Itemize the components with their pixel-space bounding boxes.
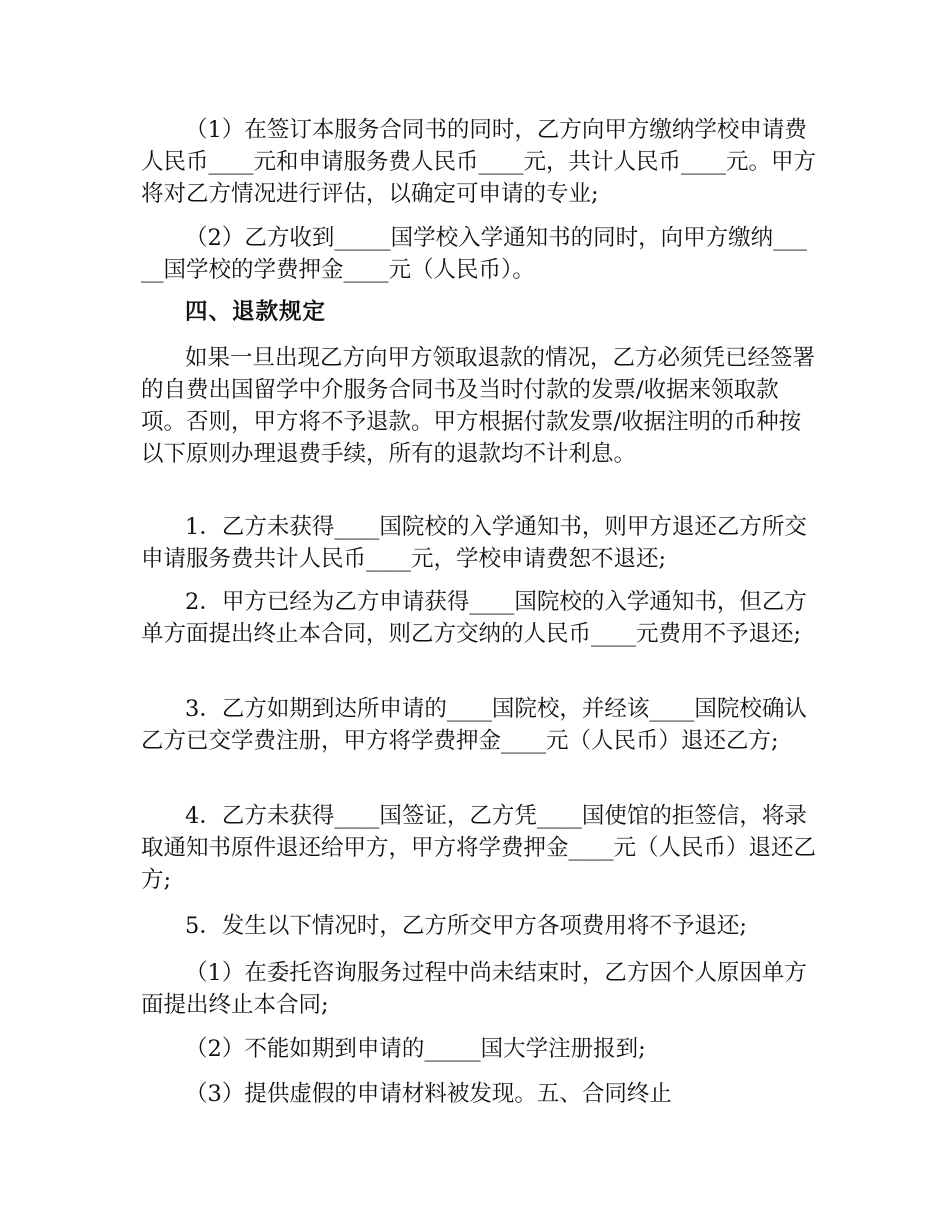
paragraph-1: （1）在签订本服务合同书的同时，乙方向甲方缴纳学校申请费人民币____元和申请服务费人民币____元，共计人民币____元。甲方将对乙方情况进行评估，以确定可申请的专业;: [141, 117, 817, 207]
refund-item-5: 5．发生以下情况时，乙方所交甲方各项费用将不予退还;: [185, 913, 747, 939]
paragraph-2: （2）乙方收到_____国学校入学通知书的同时，向甲方缴纳_____国学校的学费押金____元（人民币）。: [141, 225, 807, 283]
refund-item-2: 2．甲方已经为乙方申请获得____国院校的入学通知书，但乙方单方面提出终止本合同，则乙方交纳的人民币____元费用不予退还;: [141, 589, 807, 647]
section-heading-refund: 四、退款规定: [185, 299, 327, 325]
refund-item-3: 3．乙方如期到达所申请的____国院校，并经该____国院校确认乙方已交学费注册，甲方将学费押金____元（人民币）退还乙方;: [141, 696, 807, 754]
non-refund-case-1: （1）在委托咨询服务过程中尚未结束时，乙方因个人原因单方面提出终止本合同;: [141, 960, 807, 1018]
paragraph-refund-intro: 如果一旦出现乙方向甲方领取退款的情况，乙方必须凭已经签署的自费出国留学中介服务合同书及当时付款的发票/收据来领取款项。否则，甲方将不予退款。甲方根据付款发票/收据注明的币种按以下原则办理退费手续，所有的退款均不计利息。: [141, 345, 816, 467]
refund-item-4: 4．乙方未获得____国签证，乙方凭____国使馆的拒签信，将录取通知书原件退还给甲方，甲方将学费押金____元（人民币）退还乙方;: [141, 803, 817, 893]
non-refund-case-2: （2）不能如期到申请的_____国大学注册报到;: [185, 1036, 646, 1062]
refund-item-1: 1．乙方未获得____国院校的入学通知书，则甲方退还乙方所交申请服务费共计人民币____元，学校申请费恕不退还;: [141, 514, 807, 572]
non-refund-case-3: （3）提供虚假的申请材料被发现。五、合同终止: [185, 1081, 672, 1107]
